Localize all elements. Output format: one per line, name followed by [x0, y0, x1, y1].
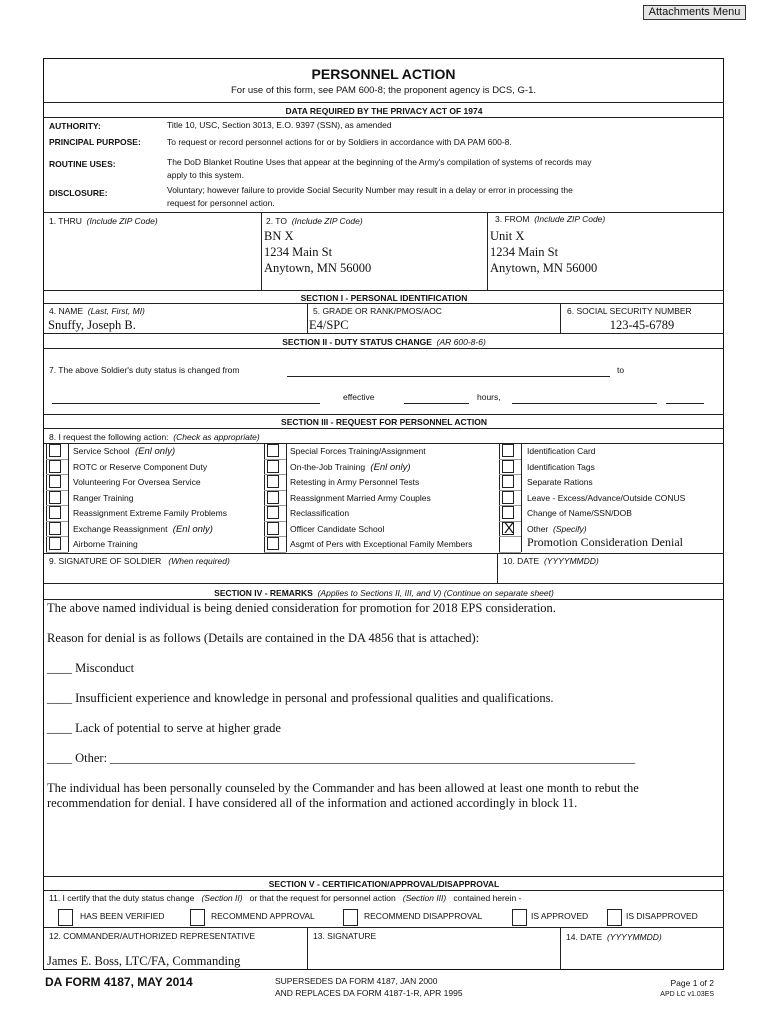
section5-heading: SECTION V - CERTIFICATION/APPROVAL/DISAPPROVAL [268, 879, 500, 889]
remarks-line: ____ Other: ____________________________________________________________________________________ [47, 751, 636, 765]
col1-checkbox[interactable] [49, 444, 61, 457]
remarks-line: The above named individual is being denied consideration for promotion for 2018 EPS consideration. [47, 601, 556, 615]
col2-option-label: Retesting in Army Personnel Tests [290, 477, 420, 487]
remarks-line: Reason for denial is as follows (Details are contained in the DA 4856 that is attached): [47, 631, 480, 645]
col1-checkbox[interactable] [49, 506, 61, 519]
col1-option-label: Airborne Training [73, 539, 138, 549]
grade-label: 5. GRADE OR RANK/PMOS/AOC [313, 306, 442, 316]
col2-option-label: Asgmt of Pers with Exceptional Family Members [290, 539, 473, 549]
col1-option-label: Reassignment Extreme Family Problems [73, 508, 227, 518]
col2-checkbox[interactable] [267, 522, 279, 535]
ssn-label: 6. SOCIAL SECURITY NUMBER [567, 306, 692, 316]
routine-label: ROUTINE USES: [49, 159, 116, 169]
grade-value[interactable]: E4/SPC [309, 318, 349, 332]
remarks-text[interactable] [47, 601, 719, 811]
remarks-line: The individual has been personally counseled by the Commander and has been allowed at least one month to rebut the [47, 781, 639, 795]
other-specify-value[interactable]: Promotion Consideration Denial [527, 535, 683, 549]
from-label: 3. FROM (Include ZIP Code) [495, 214, 606, 224]
disapproved-checkbox[interactable] [607, 909, 622, 926]
col1-checkbox[interactable] [49, 522, 61, 535]
name-value[interactable]: Snuffy, Joseph B. [48, 318, 136, 332]
col2-checkbox[interactable] [267, 506, 279, 519]
privacy-heading: DATA REQUIRED BY THE PRIVACY ACT OF 1974 [285, 106, 483, 116]
col3-option-label: Separate Rations [527, 477, 593, 487]
col1-checkbox[interactable] [49, 491, 61, 504]
section1-heading: SECTION I - PERSONAL IDENTIFICATION [300, 293, 468, 303]
col1-checkbox[interactable] [49, 460, 61, 473]
remarks-line: ____ Insufficient experience and knowledge in personal and professional qualities and qualifications. [47, 691, 554, 705]
soldier-signature-label: 9. SIGNATURE OF SOLDIER (When required) [49, 556, 230, 566]
remarks-line: ____ Lack of potential to serve at higher grade [47, 721, 281, 735]
col1-option-label: Ranger Training [73, 492, 134, 503]
certify-line: 11. I certify that the duty status change (Section II) or that the request for personnel action (Section III) contained herein - [49, 893, 522, 903]
section3-heading: SECTION III - REQUEST FOR PERSONNEL ACTION [281, 417, 487, 427]
authority-text: Title 10, USC, Section 3013, E.O. 9397 (SSN), as amended [167, 120, 392, 130]
col3-option-label: Identification Card [527, 446, 596, 456]
col2-option-label: Officer Candidate School [290, 523, 385, 534]
authority-label: AUTHORITY: [49, 121, 101, 131]
col2-checkbox[interactable] [267, 475, 279, 488]
section4-heading: SECTION IV - REMARKS (Applies to Sections II, III, and V) (Continue on separate sheet) [214, 588, 554, 598]
remarks-line: ____ Misconduct [47, 661, 135, 675]
col3-checkbox[interactable] [502, 444, 514, 457]
disclosure-label: DISCLOSURE: [49, 188, 108, 198]
routine-text-1: The DoD Blanket Routine Uses that appear at the beginning of the Army's compilation of systems of records may [167, 157, 592, 167]
recommend-approval-checkbox[interactable] [190, 909, 205, 926]
form-title: PERSONNEL ACTION [311, 66, 456, 82]
col3-option-label: Other (Specify) [527, 523, 587, 534]
request-line: 8. I request the following action: (Check as appropriate) [49, 432, 260, 442]
duty-effective: effective [343, 392, 375, 402]
col3-checkbox[interactable] [502, 491, 514, 504]
section2-heading: SECTION II - DUTY STATUS CHANGE (AR 600-8-6) [282, 337, 486, 347]
approved-checkbox[interactable] [512, 909, 527, 926]
col2-checkbox[interactable] [267, 460, 279, 473]
attachments-menu-button[interactable]: Attachments Menu [643, 5, 746, 20]
recommend-approval-label: RECOMMEND APPROVAL [211, 911, 315, 921]
disclosure-text-1: Voluntary; however failure to provide Social Security Number may result in a delay or error in processing the [167, 185, 573, 195]
to-address[interactable]: BN X 1234 Main St Anytown, MN 56000 [264, 229, 372, 275]
commander-value[interactable]: James E. Boss, LTC/FA, Commanding [47, 954, 241, 968]
col2-checkbox[interactable] [267, 444, 279, 457]
col2-checkbox[interactable] [267, 491, 279, 504]
recommend-disapproval-label: RECOMMEND DISAPPROVAL [364, 911, 483, 921]
routine-text-2: apply to this system. [167, 170, 245, 180]
supersedes-line-2: AND REPLACES DA FORM 4187-1-R, APR 1995 [275, 988, 463, 998]
col2-option-label: Reassignment Married Army Couples [290, 492, 431, 503]
col1-option-label: Volunteering For Oversea Service [73, 477, 201, 487]
recommend-disapproval-checkbox[interactable] [343, 909, 358, 926]
commander-label: 12. COMMANDER/AUTHORIZED REPRESENTATIVE [49, 931, 256, 941]
col3-checkbox[interactable] [502, 506, 514, 519]
col1-checkbox[interactable] [49, 537, 61, 550]
col2-option-label: Reclassification [290, 508, 350, 518]
verified-checkbox[interactable] [58, 909, 73, 926]
duty-hours: hours, [477, 392, 501, 402]
page-number: Page 1 of 2 [670, 978, 714, 988]
supersedes-line-1: SUPERSEDES DA FORM 4187, JAN 2000 [275, 976, 438, 986]
approved-label: IS APPROVED [531, 911, 589, 921]
col1-option-label: Exchange Reassignment (Enl only) [73, 523, 213, 535]
other-checkbox-mark: X [503, 519, 514, 537]
purpose-label: PRINCIPAL PURPOSE: [49, 137, 141, 147]
date-label: 14. DATE (YYYYMMDD) [566, 932, 662, 942]
to-label: 2. TO (Include ZIP Code) [266, 216, 363, 226]
col1-checkbox[interactable] [49, 475, 61, 488]
soldier-date-label: 10. DATE (YYYYMMDD) [503, 556, 599, 566]
duty-to: to [617, 365, 625, 375]
col3-option-label: Change of Name/SSN/DOB [527, 508, 632, 518]
remarks-line: recommendation for denial. I have considered all of the information and actioned accordingly in block 11. [47, 796, 578, 810]
col1-option-label: ROTC or Reserve Component Duty [73, 461, 208, 472]
disapproved-label: IS DISAPPROVED [626, 911, 698, 921]
col3-option-label: Identification Tags [527, 461, 595, 472]
thru-label: 1. THRU (Include ZIP Code) [49, 216, 158, 226]
col2-option-label: Special Forces Training/Assignment [290, 446, 426, 456]
signature-label: 13. SIGNATURE [313, 931, 377, 941]
duty-status-line: 7. The above Soldier's duty status is changed from [49, 365, 240, 375]
col2-checkbox[interactable] [267, 537, 279, 550]
from-address[interactable]: Unit X 1234 Main St Anytown, MN 56000 [490, 229, 598, 275]
verified-label: HAS BEEN VERIFIED [80, 911, 165, 921]
col1-option-label: Service School (Enl only) [73, 446, 176, 457]
disclosure-text-2: request for personnel action. [167, 198, 275, 208]
name-label: 4. NAME (Last, First, MI) [49, 306, 145, 316]
col3-checkbox[interactable] [502, 460, 514, 473]
form-number: DA FORM 4187, MAY 2014 [45, 975, 193, 989]
col3-option-label: Leave - Excess/Advance/Outside CONUS [527, 492, 686, 503]
col2-option-label: On-the-Job Training (Enl only) [290, 461, 411, 473]
version-label: APD LC v1.03ES [660, 991, 714, 998]
col3-checkbox[interactable] [502, 475, 514, 488]
purpose-text: To request or record personnel actions for or by Soldiers in accordance with DA PAM 600-8. [167, 137, 512, 147]
form-subtitle: For use of this form, see PAM 600-8; the proponent agency is DCS, G-1. [230, 85, 537, 96]
ssn-value[interactable]: 123-45-6789 [609, 318, 675, 332]
